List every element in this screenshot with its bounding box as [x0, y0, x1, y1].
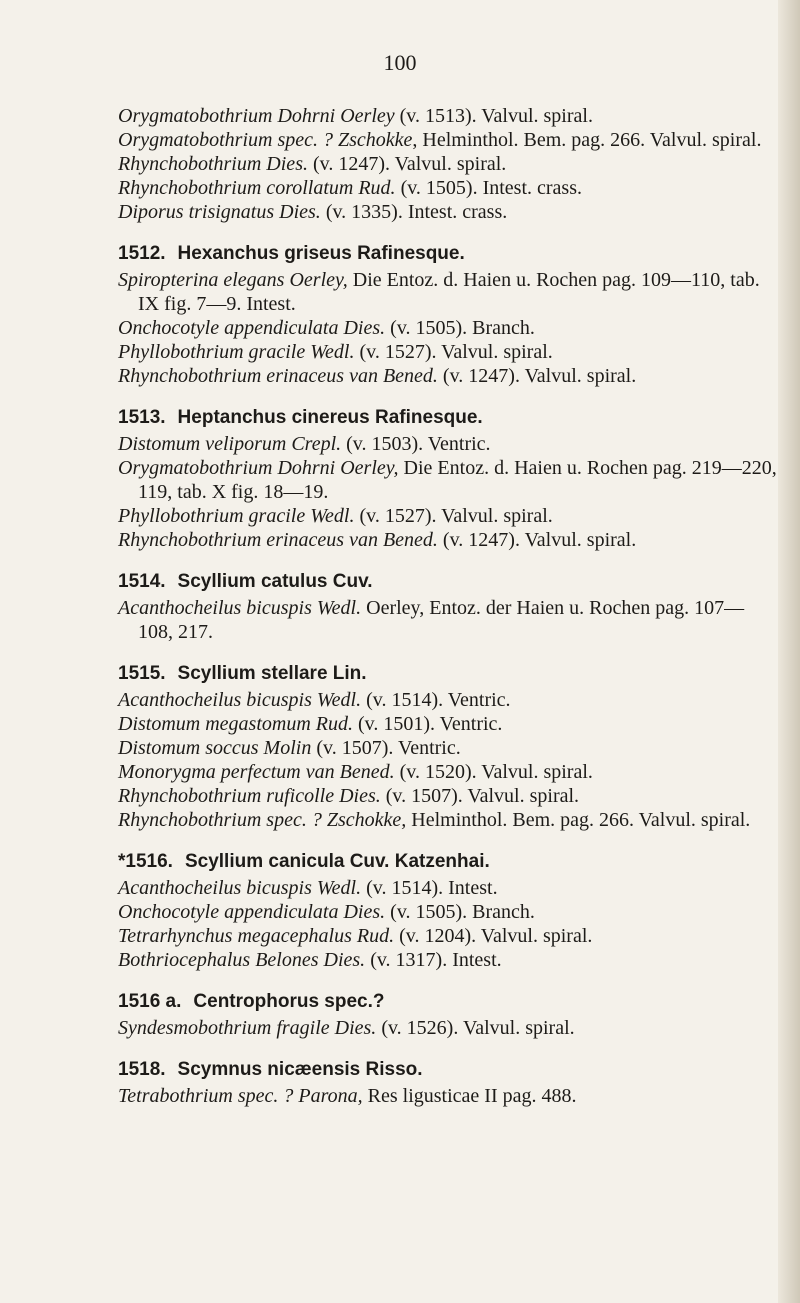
parasite-entry — [118, 104, 778, 128]
parasite-entry — [118, 688, 778, 712]
host-title: Heptanchus cinereus Rafinesque. — [177, 407, 483, 428]
parasite-name: Orygmatobothrium spec. ? Zschokke — [118, 129, 413, 151]
host-section — [118, 850, 778, 972]
parasite-name: Phyllobothrium gracile Wedl. — [118, 341, 355, 363]
parasite-name: Onchocotyle appendiculata Dies. — [118, 317, 386, 339]
parasite-entry — [118, 432, 778, 456]
parasite-detail: (v. 1514). Ventric. — [361, 689, 511, 711]
host-title: Centrophorus spec.? — [193, 991, 385, 1012]
parasite-entry — [118, 128, 778, 152]
parasite-name: Tetrabothrium spec. ? Parona, — [118, 1085, 363, 1107]
parasite-name: Rhynchobothrium spec. ? Zschokke, — [118, 809, 407, 831]
page-body — [118, 104, 778, 1108]
host-number: 1513. — [118, 407, 166, 428]
parasite-detail: Die Entoz. d. Haien u. Rochen pag. 219—220, 119, tab. X fig. 18—19. — [138, 457, 777, 503]
parasite-detail: , Helminthol. Bem. pag. 266. Valvul. spiral. — [412, 129, 762, 151]
host-heading — [118, 1058, 778, 1082]
host-number: *1516. — [118, 851, 173, 872]
host-section — [118, 242, 778, 388]
parasite-detail: (v. 1503). Ventric. — [341, 433, 491, 455]
host-number: 1514. — [118, 571, 166, 592]
host-heading — [118, 850, 778, 874]
page-edge-shadow — [778, 0, 800, 1303]
host-number: 1516 a. — [118, 991, 182, 1012]
parasite-detail: (v. 1505). Branch. — [385, 317, 535, 339]
parasite-entry — [118, 528, 778, 552]
parasite-name: Orygmatobothrium Dohrni Oerley — [118, 105, 395, 127]
parasite-entry — [118, 712, 778, 736]
parasite-entry — [118, 736, 778, 760]
host-section — [118, 1058, 778, 1108]
parasite-entry — [118, 900, 778, 924]
parasite-detail: Res ligusticae II pag. 488. — [362, 1085, 577, 1107]
parasite-detail: Oerley, Entoz. der Haien u. Rochen pag. 107—108, 217. — [138, 597, 745, 643]
parasite-entry — [118, 268, 778, 316]
parasite-name: Distomum veliporum Crepl. — [118, 433, 342, 455]
host-section — [118, 662, 778, 832]
host-section — [118, 990, 778, 1040]
parasite-detail: Helminthol. Bem. pag. 266. Valvul. spiral. — [406, 809, 751, 831]
parasite-detail: (v. 1247). Valvul. spiral. — [437, 529, 637, 551]
parasite-entry — [118, 924, 778, 948]
parasite-name: Bothriocephalus Belones Dies. — [118, 949, 366, 971]
host-title: Scymnus nicæensis Risso. — [177, 1059, 423, 1080]
parasite-name: Rhynchobothrium erinaceus van Bened. — [118, 365, 438, 387]
parasite-name: Monorygma perfectum van Bened. — [118, 761, 395, 783]
parasite-name: Rhynchobothrium corollatum Rud. — [118, 177, 396, 199]
parasite-detail: (v. 1204). Valvul. spiral. — [394, 925, 593, 947]
host-heading — [118, 990, 778, 1014]
parasite-name: Diporus trisignatus Dies. — [118, 201, 321, 223]
parasite-entry — [118, 876, 778, 900]
parasite-name: Tetrarhynchus megacephalus Rud. — [118, 925, 395, 947]
parasite-entry — [118, 784, 778, 808]
parasite-detail: (v. 1526). Valvul. spiral. — [376, 1017, 575, 1039]
parasite-entry — [118, 152, 778, 176]
host-title: Hexanchus griseus Rafinesque. — [177, 243, 465, 264]
parasite-name: Spiropterina elegans Oerley, — [118, 269, 348, 291]
host-heading — [118, 242, 778, 266]
host-title: Scyllium canicula Cuv. Katzenhai. — [184, 851, 490, 872]
parasite-detail: (v. 1513). Valvul. spiral. — [394, 105, 593, 127]
host-title: Scyllium catulus Cuv. — [177, 571, 373, 592]
parasite-entry — [118, 340, 778, 364]
parasite-name: Phyllobothrium gracile Wedl. — [118, 505, 355, 527]
parasite-detail: (v. 1507). Ventric. — [311, 737, 461, 759]
host-heading — [118, 662, 778, 686]
page-number: 100 — [383, 50, 417, 75]
parasite-detail: (v. 1501). Ventric. — [353, 713, 503, 735]
parasite-detail: (v. 1520). Valvul. spiral. — [394, 761, 593, 783]
parasite-entry — [118, 1016, 778, 1040]
parasite-name: Orygmatobothrium Dohrni Oerley, — [118, 457, 399, 479]
parasite-detail: (v. 1317). Intest. — [365, 949, 502, 971]
parasite-detail: (v. 1527). Valvul. spiral. — [354, 341, 553, 363]
host-heading — [118, 570, 778, 594]
host-heading — [118, 406, 778, 430]
host-number: 1518. — [118, 1059, 166, 1080]
parasite-name: Acanthocheilus bicuspis Wedl. — [118, 597, 362, 619]
host-number: 1512. — [118, 243, 166, 264]
parasite-detail: (v. 1507). Valvul. spiral. — [380, 785, 580, 807]
parasite-detail: (v. 1247). Valvul. spiral. — [437, 365, 637, 387]
parasite-entry — [118, 456, 778, 504]
parasite-name: Syndesmobothrium fragile Dies. — [118, 1017, 377, 1039]
parasite-entry — [118, 364, 778, 388]
parasite-name: Rhynchobothrium erinaceus van Bened. — [118, 529, 438, 551]
parasite-name: Rhynchobothrium ruficolle Dies. — [118, 785, 381, 807]
host-section — [118, 570, 778, 644]
parasite-detail: (v. 1527). Valvul. spiral. — [354, 505, 553, 527]
parasite-entry — [118, 596, 778, 644]
parasite-detail: (v. 1335). Intest. crass. — [320, 201, 508, 223]
parasite-detail: (v. 1505). Branch. — [385, 901, 535, 923]
parasite-detail: (v. 1247). Valvul. spiral. — [307, 153, 507, 175]
parasite-name: Onchocotyle appendiculata Dies. — [118, 901, 386, 923]
host-title: Scyllium stellare Lin. — [177, 663, 367, 684]
host-section — [118, 406, 778, 552]
parasite-entry — [118, 176, 778, 200]
parasite-name: Distomum soccus Molin — [118, 737, 312, 759]
host-number: 1515. — [118, 663, 166, 684]
parasite-entry — [118, 1084, 778, 1108]
parasite-name: Rhynchobothrium Dies. — [118, 153, 308, 175]
parasite-name: Acanthocheilus bicuspis Wedl. — [118, 689, 362, 711]
parasite-entry — [118, 760, 778, 784]
host-section — [118, 104, 778, 224]
parasite-entry — [118, 948, 778, 972]
parasite-entry — [118, 200, 778, 224]
parasite-name: Distomum megastomum Rud. — [118, 713, 353, 735]
parasite-entry — [118, 316, 778, 340]
parasite-entry — [118, 504, 778, 528]
parasite-entry — [118, 808, 778, 832]
parasite-detail: Die Entoz. d. Haien u. Rochen pag. 109—110, tab. IX fig. 7—9. Intest. — [138, 269, 760, 315]
parasite-detail: (v. 1505). Intest. crass. — [395, 177, 582, 199]
parasite-detail: (v. 1514). Intest. — [361, 877, 498, 899]
parasite-name: Acanthocheilus bicuspis Wedl. — [118, 877, 362, 899]
